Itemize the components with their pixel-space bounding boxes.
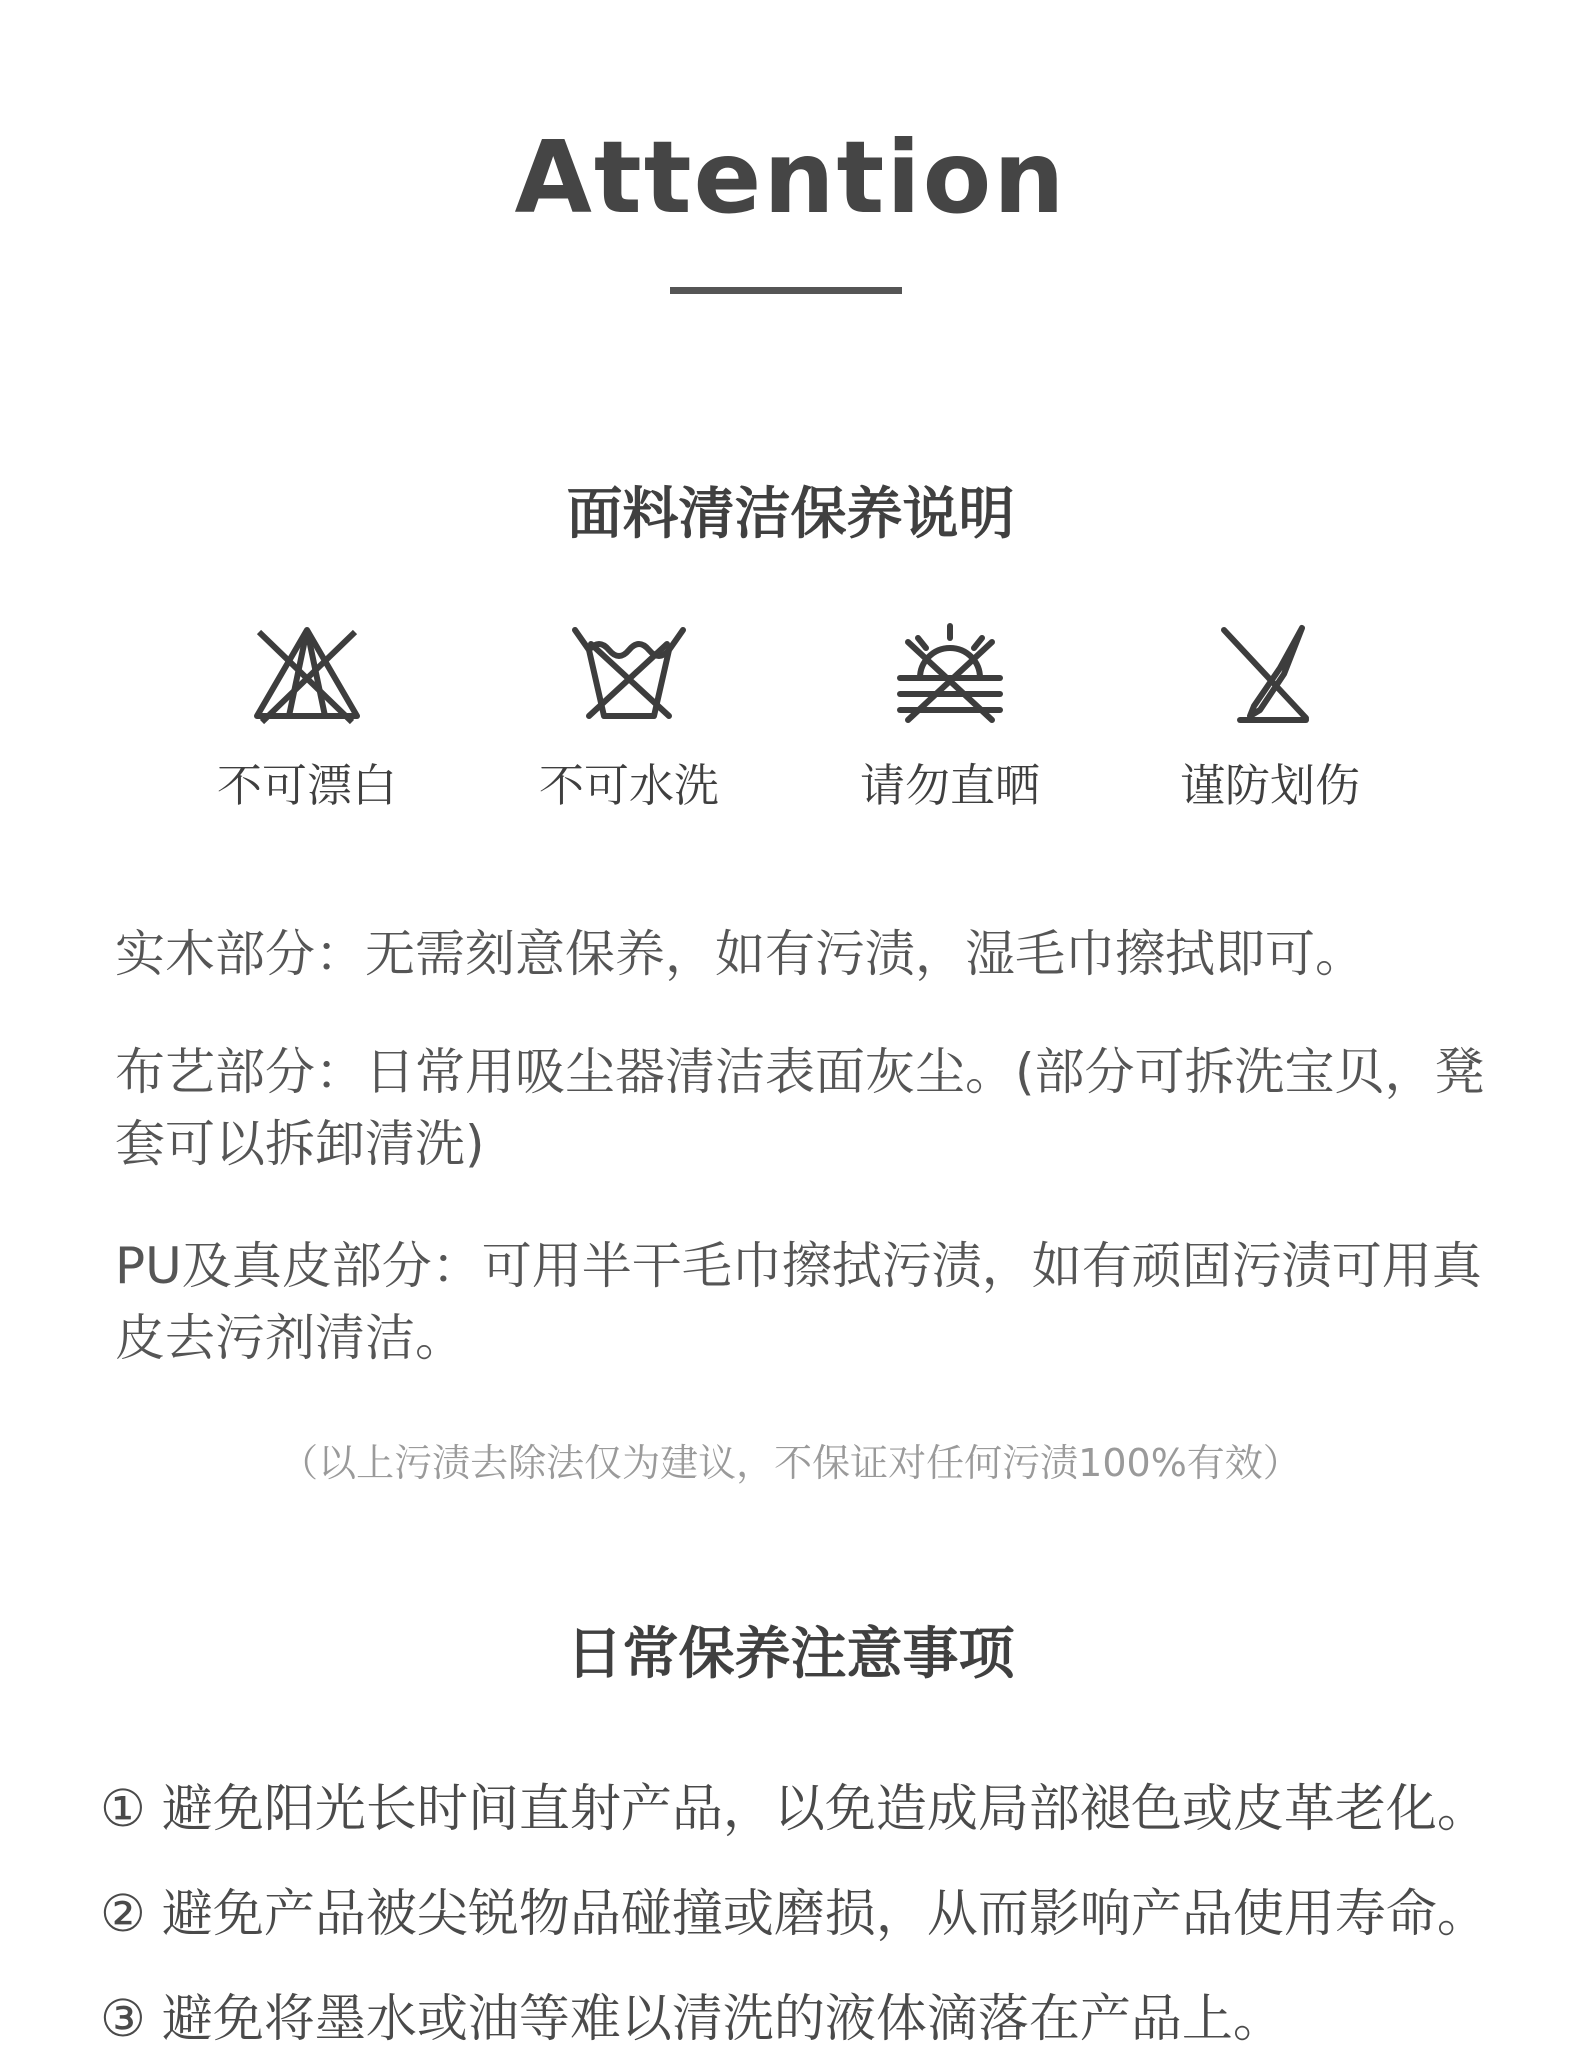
page-title: Attention: [514, 119, 1067, 236]
icon-label: 请勿直晒: [859, 759, 1040, 812]
care-icon-item: [187, 620, 427, 812]
paragraph-fabric: 布艺部分：日常用吸尘器清洁表面灰尘。(部分可拆洗宝贝，凳套可以拆卸清洗): [115, 1043, 1485, 1173]
title-underline: [670, 287, 902, 294]
care-section-heading: 面料清洁保养说明: [566, 482, 1015, 547]
care-icons-row: [0, 620, 1581, 840]
no-bleach-icon: [187, 620, 427, 730]
no-sun-icon: [830, 620, 1070, 730]
paragraph-solid-wood: 实木部分：无需刻意保养，如有污渍，湿毛巾擦拭即可。: [115, 925, 1365, 983]
list-item: ① 避免阳光长时间直射产品，以免造成局部褪色或皮革老化。: [100, 1780, 1488, 1839]
daily-section-heading: 日常保养注意事项: [566, 1622, 1015, 1687]
list-item: ② 避免产品被尖锐物品碰撞或磨损，从而影响产品使用寿命。: [100, 1885, 1488, 1944]
no-wash-icon: [509, 620, 749, 730]
icon-label: 不可漂白: [216, 759, 397, 812]
list-item: ③ 避免将墨水或油等难以清洗的液体滴落在产品上。: [100, 1990, 1284, 2049]
no-scratch-icon: [1150, 620, 1390, 730]
care-icon-item: [509, 620, 749, 812]
icon-label: 谨防划伤: [1179, 759, 1360, 812]
disclaimer-note: （以上污渍去除法仅为建议，不保证对任何污渍100%有效）: [280, 1441, 1301, 1485]
icon-label: 不可水洗: [538, 759, 719, 812]
care-icon-item: [1150, 620, 1390, 812]
care-icon-item: [830, 620, 1070, 812]
paragraph-leather: PU及真皮部分：可用半干毛巾擦拭污渍，如有顽固污渍可用真皮去污剂清洁。: [115, 1237, 1482, 1367]
